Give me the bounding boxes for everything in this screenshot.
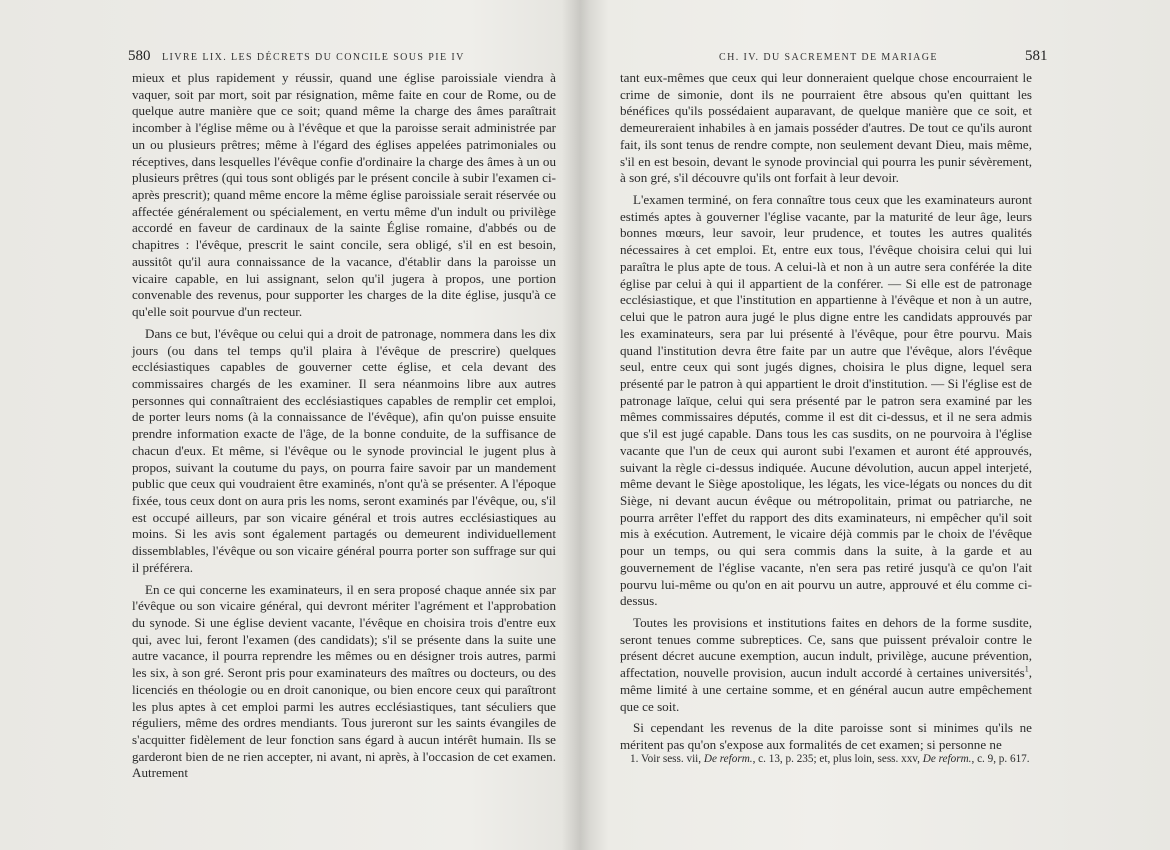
paragraph: En ce qui concerne les examinateurs, il en sera proposé chaque année six par l'évêque ou son vicaire général, qui devront mériter l'agrément et l'approbation du synode. Si une église devient vacante, l'évêque en choisira trois d'entre eux qui, avec lui, feront l'examen (des candidats); s'il se présente dans la suite une autre vacance, il pourra reprendre les mêmes ou en désigner trois autres, parmi les six, à son gré. Seront pris pour examinateurs des maîtres ou docteurs, ou des licenciés en théologie ou en droit canonique, ou bien encore ceux qui paraîtront les plus aptes à cet emploi parmi les autres ecclésiastiques, tant séculiers que réguliers, même des ordres mendiants. Tous jureront sur les saints évangiles de s'acquitter fidèlement de leur fonction sans égard à aucun intérêt humain. Ils se garderont bien de ne rien accepter, ni avant, ni après, à l'occasion de cet examen. Autrement	[132, 581, 556, 781]
footnote-number: 1.	[630, 753, 639, 765]
running-head: CH. IV. DU SACREMENT DE MARIAGE	[719, 52, 938, 63]
footnote-title: De reform.	[703, 753, 753, 765]
footnote-title: De reform.	[922, 753, 972, 765]
footnote-text: Voir sess. vii,	[641, 753, 704, 765]
paragraph: mieux et plus rapidement y réussir, quand une église paroissiale viendra à vaquer, soit par mort, soit par résignation, même faite en cour de Rome, ou de quelque autre manière que ce soit; quand même la charge des âmes paraîtrait incomber à l'église même ou à l'évêque et que la paroisse serait administrée par un ou plusieurs prêtres; même à l'égard des églises appelées patrimoniales ou réceptives, dans lesquelles l'évêque confie d'ordinaire la charge des âmes à un ou plusieurs prêtres (qui tous sont obligés par le présent concile à subir l'examen ci-après prescrit); quand même encore la même église paroissiale serait réservée ou affectée généralement ou spécialement, en vertu même d'un indult ou privilège accordé en faveur de cardinaux de la sainte Église romaine, d'abbés ou de chapitres : l'évêque, prescrit le saint concile, sera obligé, s'il en est besoin, aussitôt qu'il aura connaissance de la vacance, d'établir dans la paroisse un vicaire capable, en lui assignant, selon qu'il jugera à propos, une portion convenable des revenus, pour supporter les charges de la dite église, jusqu'à ce qu'elle soit pourvue d'un recteur.	[132, 70, 556, 320]
paragraph: Dans ce but, l'évêque ou celui qui a droit de patronage, nommera dans les dix jours (ou dans tel temps qu'il plaira à l'évêque de prescrire) quelques ecclésiastiques capables de gouverner cette église, et cela devant des commissaires chargés de les examiner. Il sera néanmoins libre aux autres personnes qui connaîtraient des ecclésiastiques capables de remplir cet emploi, de porter leurs noms (à la connaissance de l'évêque), afin qu'on puisse ensuite prendre information exacte de l'âge, de la bonne conduite, de la suffisance de chacun d'eux. Et même, si l'évêque ou le synode provincial le jugent plus à propos, suivant la coutume du pays, on pourra faire savoir par un mandement public que ceux qui voudraient être examinés, n'ont qu'à se présenter. A l'époque fixée, tous ceux dont on aura pris les noms, seront examinés par l'évêque, ou, s'il est occupé ailleurs, par son vicaire général et trois autres ecclésiastiques au moins. Si les avis sont également partagés ou demeurent individuellement dissemblables, l'évêque ou son vicaire général pourra porter son suffrage sur qui il préférera.	[132, 325, 556, 575]
body-text	[132, 70, 556, 787]
paragraph: Si cependant les revenus de la dite paroisse sont si minimes qu'ils ne méritent pas qu'on s'expose aux formalités de cet examen; si personne ne	[620, 720, 1032, 753]
footnote	[620, 752, 1032, 768]
footnote-text: , c. 9, p. 617.	[971, 753, 1030, 765]
footnote-text: , c. 13, p. 235; et, plus loin, sess. xxv,	[752, 753, 923, 765]
paragraph-text: Toutes les provisions et institutions faites en dehors de la forme susdite, seront tenues comme subreptices. Ce, sans que puissent prévaloir contre le présent décret aucune exemption, aucun indult, privilège, aucune prévention, affectation, nouvelle provision, aucun indult accordé à certaines universités	[620, 615, 1032, 681]
right-page	[585, 0, 1170, 850]
paragraph: tant eux-mêmes que ceux qui leur donneraient quelque chose encourraient le crime de simonie, dont ils ne pourraient être absous qu'en quittant les bénéfices qu'ils possédaient auparavant, de quelque manière que ce soit, et demeureraient inhabiles à en jamais posséder d'autres. De tout ce qu'ils auront fait, ils sont tenus de rendre compte, non seulement devant Dieu, mais même, s'il en est besoin, devant le synode provincial qui pourra les punir sévèrement, à son gré, s'il découvre qu'ils ont forfait à leur devoir.	[620, 70, 1032, 186]
paragraph: L'examen terminé, on fera connaître tous ceux que les examinateurs auront estimés aptes à gouverner l'église vacante, par la maturité de leur âge, leurs bonnes mœurs, leur savoir, leur prudence, et toutes les autres qualités nécessaires à cet emploi. Et, entre eux tous, l'évêque choisira celui qui lui paraîtra le plus apte de tous. A celui-là et non à un autre sera conférée la dite église par celui à qui il appartient de la conférer. — Si elle est de patronage ecclésiastique, et que l'institution en appartienne à l'évêque et non à un autre, celui que le patron aura jugé le plus digne entre les candidats approuvés par les examinateurs, sera par lui présenté à l'évêque, pour être pourvu. Mais quand l'institution devra être faite par un autre que l'évêque, alors l'évêque seul, entre ceux qui sont jugés dignes, choisira le plus digne, lequel sera présenté par le patron à qui appartient le droit d'institution. — Si l'église est de patronage laïque, celui qui sera présenté par le patron sera examiné par les mêmes commissaires députés, comme il est dit ci-dessus, et il ne sera admis que s'il est jugé capable. Dans tous les cas susdits, on ne pourvoira à l'église vacante que l'un de ceux qui auront subi l'examen et auront été approuvés, suivant la règle ci-dessus indiquée. Aucune dévolution, aucun appel interjeté, même devant le Siège apostolique, les légats, les vice-légats ou nonces du dit Siège, ni devant aucun évêque ou métropolitain, primat ou patriarche, ne pourra arrêter l'effet du rapport des dits examinateurs, ni empêcher qu'il soit mis à exécution. Autrement, le vicaire déjà commis par le choix de l'évêque pour un temps, ou qui sera commis dans la suite, à la garde et au gouvernement de l'église vacante, n'en sera pas retiré jusqu'à ce qu'on l'ait pourvu lui-même ou qu'on en ait pourvu un autre, approuvé et élu comme ci-dessus.	[620, 192, 1032, 609]
footnote-marker: 1	[1024, 664, 1029, 674]
paragraph-text: , même limité à une certaine somme, et en général aucun autre empêchement que ce soit.	[620, 665, 1032, 714]
body-text	[620, 70, 1032, 759]
running-head: LIVRE LIX. LES DÉCRETS DU CONCILE SOUS PIE IV	[162, 52, 465, 63]
paragraph	[620, 615, 1032, 715]
page-number: 581	[1025, 48, 1048, 64]
page-number: 580	[128, 48, 151, 64]
